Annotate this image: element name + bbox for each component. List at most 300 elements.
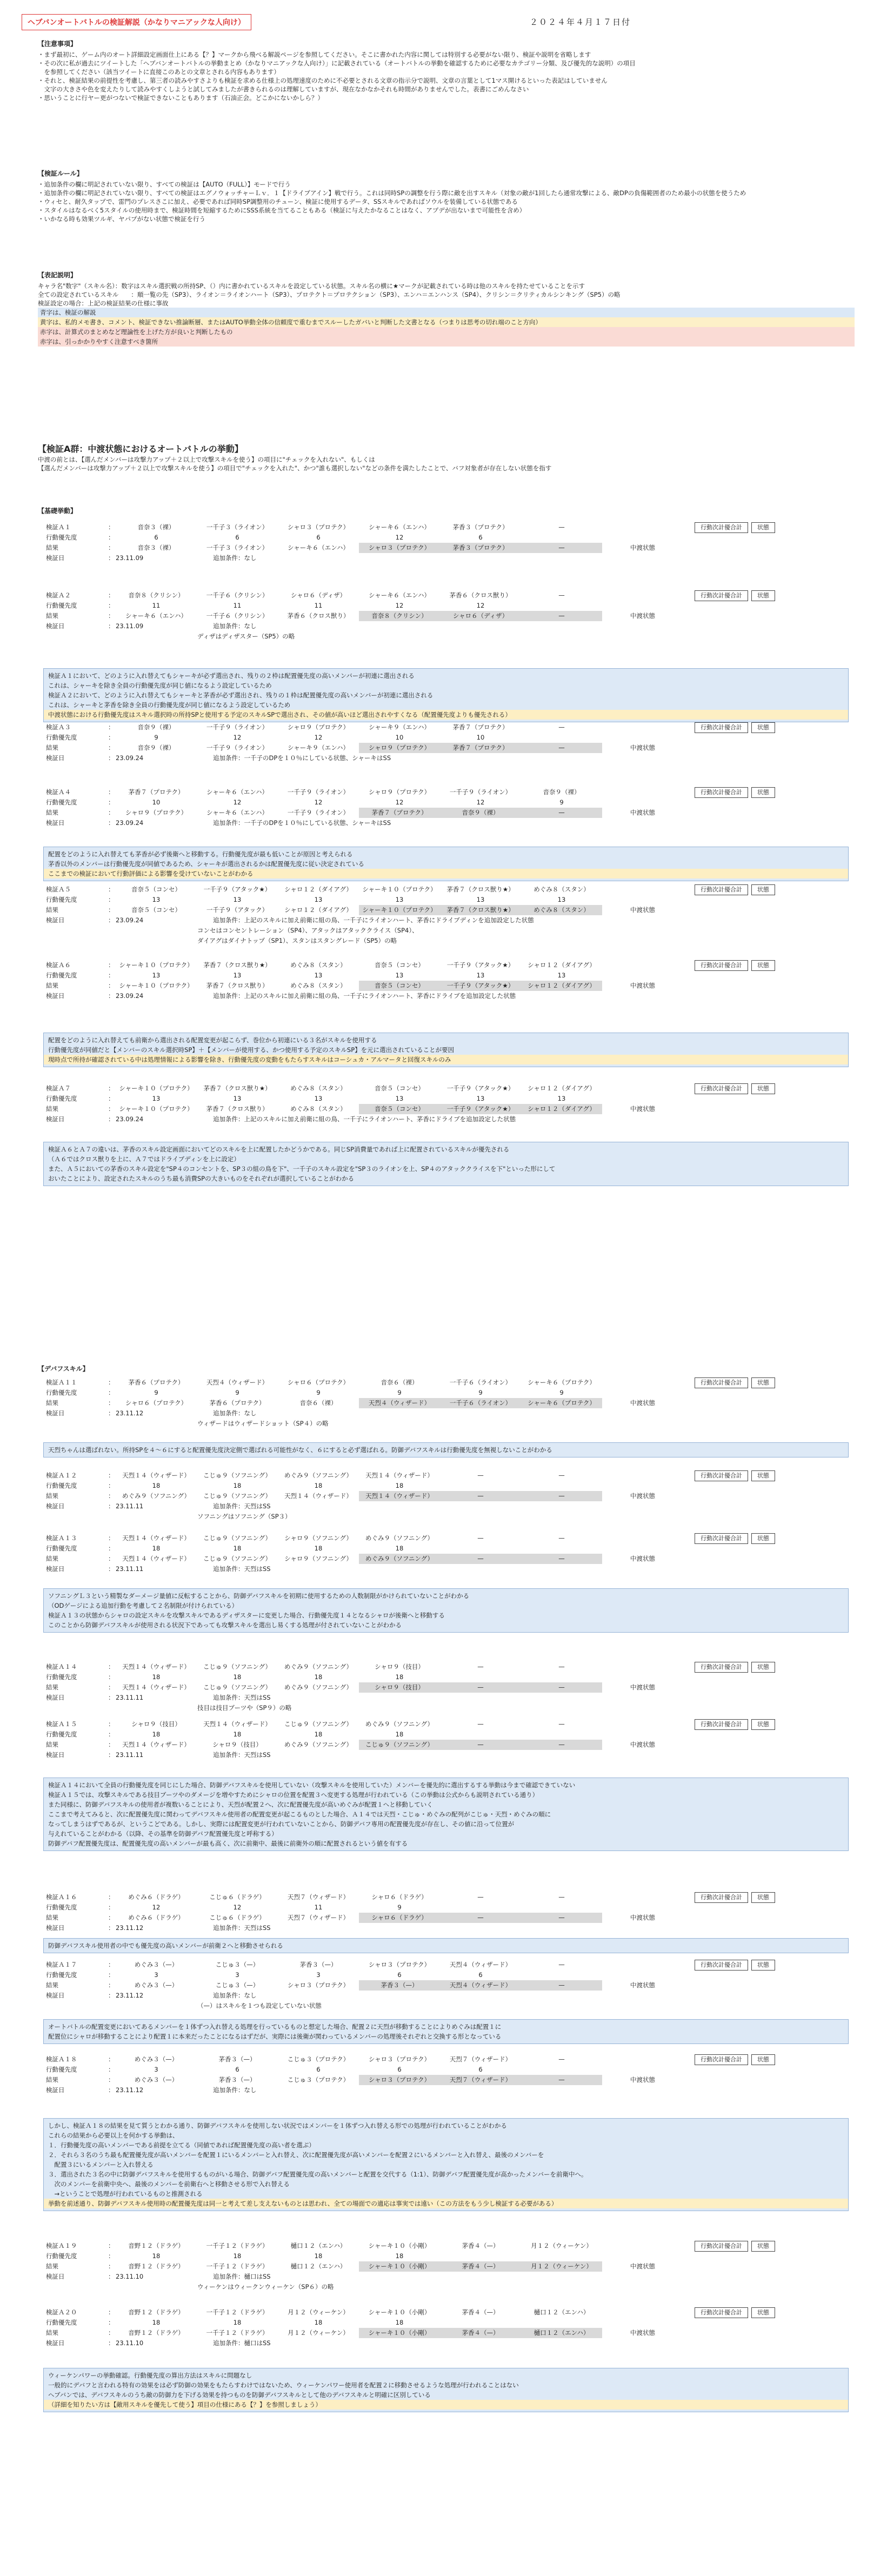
cell: 一千子３（ライオン） bbox=[206, 544, 269, 551]
extra-label: 追加条件：上記のスキルに加え前衛に組の鳥、一千子にライオンハート、茅香にドライブを追加設定した状態 bbox=[213, 1115, 516, 1123]
note-line: ２．それら３名のうち最も配置優先度が高いメンバーを配置１にいるメンバーと入れ替え、次に配置優先度が高いメンバーを配置２にいるメンバーと入れ替え、最後のメンバーを bbox=[48, 2151, 544, 2159]
cell: 茅香７（クロス獣り） bbox=[206, 1105, 269, 1113]
cell: 茅香４（—） bbox=[462, 2242, 499, 2249]
state-button[interactable]: 状態 bbox=[751, 787, 775, 798]
cell: シャロ９（技目） bbox=[359, 1682, 440, 1693]
colon: ： bbox=[108, 1115, 115, 1123]
cell: シャロ９（プロテク） bbox=[359, 743, 440, 753]
cell: 樋口１２（エンハ） bbox=[533, 2308, 590, 2316]
colon: ： bbox=[108, 2339, 115, 2347]
cell: 茅香７（プロテク） bbox=[359, 808, 440, 818]
colon: ： bbox=[108, 1992, 115, 1999]
state-button[interactable]: 状態 bbox=[751, 1083, 775, 1094]
cell: 茅香４（—） bbox=[440, 2328, 521, 2338]
colon: ： bbox=[108, 788, 115, 796]
cell: 天烈１４（ウィザード） bbox=[203, 1720, 271, 1728]
cell: シャロ１２（ダイアグ） bbox=[284, 906, 352, 914]
cell: 18 bbox=[314, 2252, 323, 2260]
extra-label: 追加条件：一千子のDPを１０％にしている状態、シャーキはSS bbox=[213, 754, 391, 762]
cell: — bbox=[521, 1554, 602, 1564]
cell: 9 bbox=[397, 1389, 402, 1396]
cell: 18 bbox=[152, 1673, 161, 1681]
total-priority-button[interactable]: 行動次計優合計 bbox=[695, 1960, 748, 1971]
state-button[interactable]: 状態 bbox=[751, 722, 775, 733]
cell: 一千子９（ライオン） bbox=[287, 809, 350, 816]
action-buttons bbox=[695, 2054, 775, 2065]
total-priority-button[interactable]: 行動次計優合計 bbox=[695, 2241, 748, 2252]
cell: 3 bbox=[154, 2066, 158, 2073]
cell bbox=[440, 2318, 521, 2328]
row-label: 検証Ａ１１ bbox=[46, 1379, 77, 1386]
row-label: 検証日 bbox=[46, 1115, 65, 1123]
extra-label: 追加条件：上記のスキルに加え前衛に組の鳥、一千子にライオンハート、茅香にドライブを追加設定した状態 bbox=[213, 992, 516, 1000]
test-sub-row: （—）はスキルを１つも設定していない状態 bbox=[197, 2002, 322, 2009]
row-label: 行動優先度 bbox=[46, 896, 77, 903]
state-button[interactable]: 状態 bbox=[751, 1377, 775, 1388]
row-label: 結果 bbox=[46, 906, 58, 914]
note-line: 検証Ａ１４において全員の行動優先度を同じにした場合、防御デバフスキルを使用していない（攻撃スキルを使用していた）メンバーを優先的に選出するする挙動は今まで確認できていない bbox=[48, 1781, 576, 1789]
cell: こじゅ３（—） bbox=[215, 1961, 259, 1968]
colon: ： bbox=[108, 1903, 115, 1911]
colon: ： bbox=[108, 1981, 115, 1989]
test-row bbox=[46, 895, 846, 905]
test-row bbox=[46, 1491, 846, 1501]
cell: 一千子３（ライオン） bbox=[206, 523, 269, 531]
cell bbox=[521, 733, 602, 743]
note-line: 配置をどのように入れ替えても茅香が必ず後衛へと移動する。行動優先度が最も低いことが原因と考えられる bbox=[48, 850, 353, 858]
cell: — bbox=[558, 1961, 565, 1968]
test-row bbox=[46, 915, 846, 926]
row-label: 結果 bbox=[46, 809, 58, 816]
row-label: 検証Ａ４ bbox=[46, 788, 71, 796]
row-label: 検証日 bbox=[46, 2086, 65, 2094]
date-cell: 23.11.09 bbox=[116, 554, 144, 562]
note-line: オートバトルの配置変更においてあるメンバーを１体ずつ入れ替える処理を行っているものと想定した場合、配置２に天烈が移動することによりめぐみは配置１に bbox=[48, 2023, 502, 2031]
cell: 3 bbox=[154, 1971, 158, 1979]
date-cell: 23.11.12 bbox=[116, 1924, 144, 1932]
cell: 18 bbox=[314, 1730, 323, 1738]
cell: 茅香７（プロテク） bbox=[440, 743, 521, 753]
row-label: 検証日 bbox=[46, 819, 65, 827]
cell: シャーキ６（エンハ） bbox=[206, 788, 268, 796]
colon: ： bbox=[108, 534, 115, 541]
cell: 6 bbox=[316, 534, 321, 541]
total-priority-button[interactable]: 行動次計優合計 bbox=[695, 590, 748, 601]
cell: 茅香７（クロス獣り★） bbox=[440, 905, 521, 915]
cell: シャロ６（プロテク） bbox=[287, 1379, 350, 1386]
cell: 18 bbox=[152, 2319, 161, 2326]
colon: ： bbox=[108, 1482, 115, 1489]
cell: 6 bbox=[478, 534, 483, 541]
test-row bbox=[46, 2328, 846, 2338]
cell: 13 bbox=[395, 896, 404, 903]
cell: 一千子１２（ドラゲ） bbox=[206, 2308, 269, 2316]
cell: めぐみ６（ドラゲ） bbox=[128, 1914, 184, 1921]
state-button[interactable]: 状態 bbox=[751, 522, 775, 533]
cell: シャーキ６（プロテク） bbox=[521, 1398, 602, 1408]
cell: 一千子６（クリシン） bbox=[206, 591, 269, 599]
test-row bbox=[46, 970, 846, 981]
colon: ： bbox=[108, 2242, 115, 2249]
state-button[interactable]: 状態 bbox=[751, 590, 775, 601]
row-label: 検証Ａ１５ bbox=[46, 1720, 77, 1728]
cell: 12 bbox=[395, 534, 404, 541]
cell: シャロ１２（ダイアグ） bbox=[521, 981, 602, 991]
cell: 11 bbox=[233, 602, 242, 609]
note-line: 現時点で所持が確認されている中は処理情報による影響を除き、行動優先度の変動をもたらすスキルはコーシュカ・アルマータと回復スキルのみ bbox=[44, 1055, 848, 1064]
state-button[interactable]: 状態 bbox=[751, 1719, 775, 1730]
colon: ： bbox=[108, 622, 115, 630]
cell: 9 bbox=[559, 1389, 564, 1396]
note-line: ソフニングＬ３という精製なダーメージ量値に反転することから、防御デバフスキルを初期に使用するための人数制限がかけられていないことがわかる bbox=[48, 1592, 470, 1600]
cell: 13 bbox=[314, 971, 323, 979]
cell: 13 bbox=[476, 896, 485, 903]
basic-heading: 【基礎挙動】 bbox=[38, 507, 77, 515]
test-row bbox=[46, 1923, 846, 1933]
cell: シャーキ６（エンハ） bbox=[206, 809, 268, 816]
cell: 音奈５（コンセ） bbox=[359, 1104, 440, 1114]
test-row bbox=[46, 2272, 846, 2282]
total-priority-button[interactable]: 行動次計優合計 bbox=[695, 522, 748, 533]
colon: ： bbox=[108, 1673, 115, 1681]
date-label: ２０２４年４月１７日付 bbox=[530, 17, 631, 27]
cell: 6 bbox=[478, 2066, 483, 2073]
cell: 茅香４（—） bbox=[462, 2308, 499, 2316]
extra-label: 追加条件：一千子のDPを１０％にしている状態、シャーキはSS bbox=[213, 819, 391, 827]
test-block bbox=[46, 1662, 846, 1713]
cell: 13 bbox=[152, 971, 161, 979]
action-buttons bbox=[695, 722, 775, 733]
cell: 樋口１２（エンハ） bbox=[290, 2262, 346, 2270]
cell: 9 bbox=[154, 1389, 158, 1396]
cell bbox=[521, 2318, 602, 2328]
colon: ： bbox=[108, 809, 115, 816]
row-label: 検証Ａ６ bbox=[46, 961, 71, 969]
state-button[interactable]: 状態 bbox=[751, 1470, 775, 1481]
state-button[interactable]: 状態 bbox=[751, 960, 775, 971]
row-label: 行動優先度 bbox=[46, 2319, 77, 2326]
test-row bbox=[46, 1693, 846, 1703]
cell: — bbox=[521, 1980, 602, 1991]
action-buttons bbox=[695, 2307, 775, 2318]
cell: シャロ９（ソフニング） bbox=[284, 1555, 352, 1562]
row-label: 行動優先度 bbox=[46, 1673, 77, 1681]
row-label: 行動優先度 bbox=[46, 2066, 77, 2073]
desc-body: キャラ名"数字"（スキル名）：数字はスキル選択戦の所持SP、（）内に書かれているスキルを設定している状態。スキル名の横に★マークが記載されている時は他のスキルを持たせていることを示す 全ての設定されているスキル ：順一覧の先（SP3）、ライオン＝ライオンハート（SP3）、プロテクト＝プロテクション（SP3）、エンハ＝エンハンス（SP4）、クリシン＝クリティカルシンキング（SP5）の略 検証設定の場合：上記の検証結果の仕様に事故 bbox=[38, 282, 621, 307]
total-priority-button[interactable]: 行動次計優合計 bbox=[695, 960, 748, 971]
row-label: 検証Ａ７ bbox=[46, 1084, 71, 1092]
colon: ： bbox=[108, 1720, 115, 1728]
test-row bbox=[46, 1543, 846, 1554]
note-line: 行動優先度が同値だと【メンバーのスキル選択時SP】＋【メンバーが使用する、かつ使用する予定のスキルSP】を元に選出されていることが要因 bbox=[48, 1046, 455, 1054]
test-sub-row: ウィザードはウィザードショット（SP４）の略 bbox=[197, 1420, 329, 1427]
notes-section bbox=[38, 39, 855, 102]
row-label: 結果 bbox=[46, 2076, 58, 2084]
cell: 天烈１４（ウィザード） bbox=[284, 1492, 352, 1500]
note-line: おいたことにより、設定されたスキルのうち最も消費SPの大きいものをそれぞれが選択していることがわかる bbox=[48, 1175, 355, 1182]
cell: 9 bbox=[559, 798, 564, 806]
state-button[interactable]: 状態 bbox=[751, 884, 775, 895]
cell: — bbox=[521, 1740, 602, 1750]
cell bbox=[521, 601, 602, 611]
explanation-note bbox=[43, 668, 849, 722]
date-cell: 23.11.11 bbox=[116, 1751, 144, 1759]
note-line: 中渡状態における行動優先度はスキル選択時の所持SPと使用する予定のスキルSPで選出され、その値が高いほど選出されやすくなる（配置優先度よりも優先される） bbox=[44, 710, 848, 720]
extra-label: 追加条件：なし bbox=[213, 1992, 257, 1999]
cell: 18 bbox=[233, 1482, 242, 1489]
cell: シャーキ６（エンハ） bbox=[369, 591, 430, 599]
cell: こじゅ３（プロテク） bbox=[287, 2055, 350, 2063]
cell: 茅香７（クロス獣り★） bbox=[446, 886, 515, 893]
cell: 天烈１４（ウィザード） bbox=[359, 1491, 440, 1501]
test-row bbox=[46, 1729, 846, 1740]
state-button[interactable]: 状態 bbox=[751, 1892, 775, 1903]
date-cell: 23.11.12 bbox=[116, 1409, 144, 1417]
cell: 天烈１４（ウィザード） bbox=[122, 1663, 190, 1670]
cell: 9 bbox=[316, 1389, 321, 1396]
cell bbox=[440, 1672, 521, 1682]
total-priority-button[interactable]: 行動次計優合計 bbox=[695, 884, 748, 895]
colon: ： bbox=[108, 2319, 115, 2326]
test-block bbox=[46, 884, 846, 946]
state-button[interactable]: 状態 bbox=[751, 1533, 775, 1544]
cell: シャーキ１０（プロテク） bbox=[119, 961, 194, 969]
cell: 18 bbox=[395, 1673, 404, 1681]
action-buttons bbox=[695, 1719, 775, 1730]
cell: 天烈１４（ウィザード） bbox=[365, 1472, 434, 1479]
test-row bbox=[46, 553, 846, 563]
test-row bbox=[46, 1408, 846, 1419]
colon: ： bbox=[108, 992, 115, 1000]
extra-label: 追加条件：なし bbox=[213, 1409, 257, 1417]
cell: こじゅ６（ドラゲ） bbox=[209, 1893, 265, 1901]
colon: ： bbox=[108, 1961, 115, 1968]
cell: 18 bbox=[314, 1482, 323, 1489]
cell: 18 bbox=[395, 1545, 404, 1552]
row-label: 行動優先度 bbox=[46, 1389, 77, 1396]
cell: 天烈７（ウィザード） bbox=[449, 2055, 512, 2063]
cell: 18 bbox=[233, 1730, 242, 1738]
action-buttons bbox=[695, 1892, 775, 1903]
colon: ： bbox=[108, 602, 115, 609]
action-buttons bbox=[695, 960, 775, 971]
note-line: これらの結果から必要以上を何かする挙動は、 bbox=[48, 2132, 179, 2139]
row-label: 検証Ａ５ bbox=[46, 886, 71, 893]
row-label: 検証Ａ１２ bbox=[46, 1472, 77, 1479]
cell: 18 bbox=[152, 1730, 161, 1738]
cell: 6 bbox=[154, 534, 158, 541]
legend-yellow: 黄字は、私的メモ書き、コメント、検証できない推論断層、またはAUTO挙動全体の信頼度で重むまでスルーしたガバいと判断した文書となる（つまりは思考の切れ端のこと方向） bbox=[38, 317, 855, 327]
state-button[interactable]: 状態 bbox=[751, 2054, 775, 2065]
note-line: 配置位にシャロが移動することにより配置１に本来だったことになるはずだが、実際には後衛が関わっているメンバーの処理後それぞれと交換する形となっている bbox=[48, 2033, 502, 2040]
row-label: 行動優先度 bbox=[46, 798, 77, 806]
colon: ： bbox=[108, 2055, 115, 2063]
cell: 12 bbox=[314, 734, 323, 741]
cell: めぐみ９（ソフニング） bbox=[284, 1472, 353, 1479]
test-row bbox=[46, 991, 846, 1001]
total-priority-button[interactable]: 行動次計優合計 bbox=[695, 1662, 748, 1673]
colon: ： bbox=[108, 734, 115, 741]
test-row bbox=[46, 611, 846, 621]
test-row bbox=[46, 905, 846, 915]
cell: シャーキ９（エンハ） bbox=[288, 744, 349, 751]
middle-state-label: 中渡状態 bbox=[630, 1683, 655, 1691]
total-priority-button[interactable]: 行動次計優合計 bbox=[695, 1719, 748, 1730]
cell: シャロ６（ドラゲ） bbox=[371, 1893, 428, 1901]
cell: 18 bbox=[314, 1673, 323, 1681]
test-block bbox=[46, 1960, 846, 2011]
cell: 天烈１４（ウィザード） bbox=[122, 1741, 190, 1748]
total-priority-button[interactable]: 行動次計優合計 bbox=[695, 1377, 748, 1388]
cell: — bbox=[477, 1534, 484, 1542]
cell: 音野１２（ドラゲ） bbox=[128, 2262, 184, 2270]
total-priority-button[interactable]: 行動次計優合計 bbox=[695, 1533, 748, 1544]
action-buttons bbox=[695, 1960, 775, 1971]
row-label: 結果 bbox=[46, 1492, 58, 1500]
cell: 茅香７（プロテク） bbox=[452, 723, 509, 731]
row-label: 検証Ａ１９ bbox=[46, 2242, 77, 2249]
cell: 一千子１２（ドラゲ） bbox=[206, 2262, 269, 2270]
colon: ： bbox=[108, 906, 115, 914]
cell: 12 bbox=[314, 798, 323, 806]
state-button[interactable]: 状態 bbox=[751, 2307, 775, 2318]
state-button[interactable]: 状態 bbox=[751, 1662, 775, 1673]
colon: ： bbox=[108, 1683, 115, 1691]
total-priority-button[interactable]: 行動次計優合計 bbox=[695, 787, 748, 798]
test-sub-row: コンセはコンセントレーション（SP4）、アタックはアタッククライス（SP4）、 bbox=[197, 927, 418, 934]
cell: 一千子６（ライオン） bbox=[449, 1379, 512, 1386]
test-block bbox=[46, 1533, 846, 1574]
row-label: 検証Ａ２０ bbox=[46, 2308, 77, 2316]
cell: 18 bbox=[233, 2319, 242, 2326]
colon: ： bbox=[108, 886, 115, 893]
row-label: 結果 bbox=[46, 1981, 58, 1989]
date-cell: 23.11.12 bbox=[116, 1992, 144, 1999]
cell: 天烈７（ウィザード） bbox=[287, 1914, 350, 1921]
cell: 一千子６（ライオン） bbox=[440, 1398, 521, 1408]
desc-section bbox=[38, 270, 855, 347]
cell: シャロ９（プロテク） bbox=[368, 788, 431, 796]
note-line: ここまでの検証において行動評価による影響を受けていないことがわかる bbox=[44, 869, 848, 878]
explanation-note bbox=[43, 2368, 849, 2412]
cell: — bbox=[521, 808, 602, 818]
cell: 茅香６（プロテク） bbox=[128, 1379, 184, 1386]
note-line: （Ａ６ではクロス獣りを上に、Ａ７ではドライブディンを上に設定） bbox=[48, 1155, 240, 1163]
cell: シャロ９（プロテク） bbox=[125, 809, 188, 816]
cell: 音奈５（コンセ） bbox=[131, 886, 181, 893]
extra-label: 追加条件：天烈はSS bbox=[213, 1565, 271, 1573]
test-block bbox=[46, 2307, 846, 2348]
cell: — bbox=[440, 1554, 521, 1564]
cell: めぐみ９（ソフニング） bbox=[359, 1554, 440, 1564]
test-row bbox=[46, 743, 846, 753]
note-line: 茅香以外のメンバーは行動優先度が同値であるため、シャーキが選出されるかは配置優先度に従い決定されている bbox=[48, 860, 364, 868]
note-line: （ODゲージによる追加行動を考慮して２名制限が付けられている） bbox=[48, 1602, 238, 1609]
colon: ： bbox=[108, 982, 115, 989]
cell: こじゅ９（ソフニング） bbox=[203, 1555, 272, 1562]
state-button[interactable]: 状態 bbox=[751, 1960, 775, 1971]
cell: シャロ６（ディザ） bbox=[440, 611, 521, 621]
test-row bbox=[46, 1114, 846, 1124]
test-row bbox=[46, 621, 846, 631]
cell: 天烈１４（ウィザード） bbox=[122, 1683, 190, 1691]
cell bbox=[440, 2251, 521, 2261]
test-row bbox=[46, 1682, 846, 1693]
note-line: これは、シャーキを除き全員の行動優先度が同じ値になるよう設定しているため bbox=[48, 682, 272, 689]
row-label: 結果 bbox=[46, 1683, 58, 1691]
cell: 音奈６（裸） bbox=[299, 1399, 337, 1407]
colon: ： bbox=[108, 916, 115, 924]
debuff-heading: 【デバフスキル】 bbox=[38, 1365, 89, 1373]
cell: 音野１２（ドラゲ） bbox=[128, 2308, 184, 2316]
total-priority-button[interactable]: 行動次計優合計 bbox=[695, 2054, 748, 2065]
cell: 13 bbox=[152, 1095, 161, 1102]
cell: シャーキ１０（プロテク） bbox=[119, 982, 194, 989]
test-row bbox=[46, 1398, 846, 1408]
colon: ： bbox=[108, 961, 115, 969]
cell: 天烈４（ウィザード） bbox=[449, 1961, 512, 1968]
note-line: 配置３にいるメンバーと入れ替える bbox=[48, 2161, 154, 2168]
test-block bbox=[46, 1470, 846, 1522]
middle-state-label: 中渡状態 bbox=[630, 1914, 655, 1921]
state-button[interactable]: 状態 bbox=[751, 2241, 775, 2252]
cell: こじゅ９（ソフニング） bbox=[203, 1683, 272, 1691]
cell: 音奈９（裸） bbox=[440, 808, 521, 818]
cell: シャロ９（技目） bbox=[131, 1720, 181, 1728]
cell: 12 bbox=[233, 734, 242, 741]
cell: — bbox=[558, 723, 565, 731]
row-label: 検証日 bbox=[46, 2273, 65, 2280]
cell: — bbox=[521, 743, 602, 753]
date-cell: 23.09.24 bbox=[116, 754, 144, 762]
total-priority-button[interactable]: 行動次計優合計 bbox=[695, 1083, 748, 1094]
cell: 13 bbox=[233, 971, 242, 979]
total-priority-button[interactable]: 行動次計優合計 bbox=[695, 1470, 748, 1481]
extra-label: 追加条件：天烈はSS bbox=[213, 1694, 271, 1701]
row-label: 検証Ａ１６ bbox=[46, 1893, 77, 1901]
middle-state-label: 中渡状態 bbox=[630, 906, 655, 914]
cell: 樋口１２（エンハ） bbox=[521, 2328, 602, 2338]
total-priority-button[interactable]: 行動次計優合計 bbox=[695, 1892, 748, 1903]
colon: ： bbox=[108, 544, 115, 551]
action-buttons bbox=[695, 590, 775, 601]
test-row bbox=[46, 1902, 846, 1913]
row-label: 結果 bbox=[46, 544, 58, 551]
test-block bbox=[46, 960, 846, 1001]
cell: 天烈７（ウィザード） bbox=[440, 2075, 521, 2085]
colon: ： bbox=[108, 1663, 115, 1670]
test-row bbox=[46, 818, 846, 828]
cell: こじゅ９（ソフニング） bbox=[203, 1663, 272, 1670]
row-label: 検証日 bbox=[46, 1992, 65, 1999]
total-priority-button[interactable]: 行動次計優合計 bbox=[695, 2307, 748, 2318]
row-label: 検証日 bbox=[46, 1409, 65, 1417]
rules-body: ・追加条件の欄に明記されていない限り、すべての検証は【AUTO（FULL）】モードで行う ・追加条件の欄に明記されていない限り、すべての検証はエグノウォッチャーＬｖ．１【ドライブアイン】戦で行う。これは同時SPの調整を行う際に敵を出すスキル（対象の敵が1回したら通常攻撃による、敵DPの負傷範囲者のため最小の状態を使うため ・ウィセと、耐久タップで、雷門のプレスさこに加え、必要であれば同時SP調整用のチューン、検証に使用するデータ、SSスキルであればソウルを装備している状態である ・スタイルはなるべく5スタイルの使用時まで、検証時間を短縮するためにSSS系統を当てることもある（検証に与えたかなることはなく、アプデが出ないまで可能性を含め） ・いかなる時も効果ツルギ、ヤパプがない状態で検証を行う bbox=[38, 181, 746, 223]
colon: ： bbox=[108, 1565, 115, 1573]
cell: 天烈１４（ウィザード） bbox=[122, 1555, 190, 1562]
cell: 18 bbox=[152, 1482, 161, 1489]
test-block bbox=[46, 522, 846, 563]
cell: 音奈５（コンセ） bbox=[131, 906, 181, 914]
cell: シャロ３（プロテク） bbox=[368, 2055, 431, 2063]
row-label: 結果 bbox=[46, 2262, 58, 2270]
extra-label: 追加条件：なし bbox=[213, 622, 257, 630]
row-label: 検証日 bbox=[46, 992, 65, 1000]
date-cell: 23.11.11 bbox=[116, 1694, 144, 1701]
total-priority-button[interactable]: 行動次計優合計 bbox=[695, 722, 748, 733]
cell: 9 bbox=[235, 1389, 239, 1396]
cell: めぐみ８（スタン） bbox=[521, 905, 602, 915]
